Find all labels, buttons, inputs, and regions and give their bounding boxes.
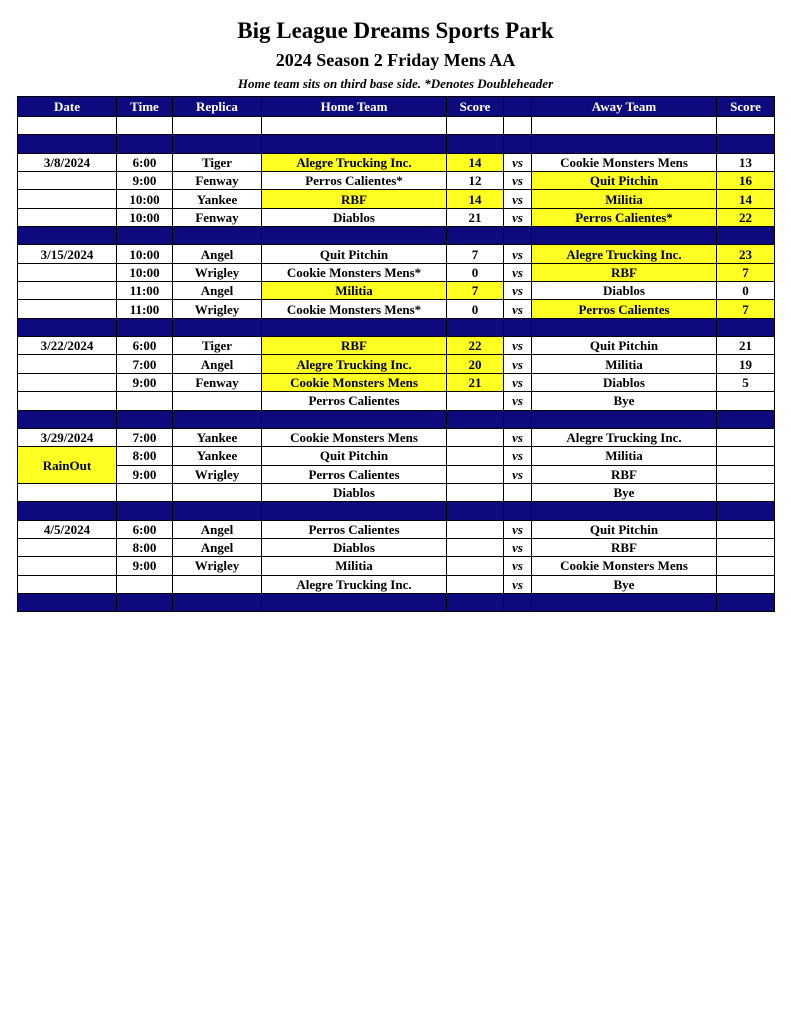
date-cell: 3/29/2024 xyxy=(18,428,117,446)
away-score-cell xyxy=(717,538,775,556)
separator-cell xyxy=(504,502,532,520)
separator-cell xyxy=(173,227,262,245)
home-score-cell xyxy=(447,520,504,538)
date-cell: 3/15/2024 xyxy=(18,245,117,263)
away-team-cell: Bye xyxy=(532,575,717,593)
separator-cell xyxy=(262,318,447,336)
separator-cell xyxy=(173,502,262,520)
col-header-home-team: Home Team xyxy=(262,97,447,117)
away-team-cell: Militia xyxy=(532,447,717,465)
away-team-cell: Bye xyxy=(532,483,717,501)
date-cell xyxy=(18,373,117,391)
table-header-row xyxy=(18,97,775,117)
replica-cell: Fenway xyxy=(173,208,262,226)
empty-cell xyxy=(717,117,775,135)
separator-cell xyxy=(18,593,117,611)
time-cell: 10:00 xyxy=(117,208,173,226)
home-team-cell: Alegre Trucking Inc. xyxy=(262,575,447,593)
home-score-cell: 21 xyxy=(447,208,504,226)
col-header-away-score: Score xyxy=(717,97,775,117)
replica-cell: Tiger xyxy=(173,337,262,355)
vs-cell: vs xyxy=(504,392,532,410)
empty-cell xyxy=(18,117,117,135)
time-cell xyxy=(117,483,173,501)
replica-cell xyxy=(173,483,262,501)
home-score-cell: 14 xyxy=(447,153,504,171)
separator-cell xyxy=(117,593,173,611)
time-cell: 10:00 xyxy=(117,263,173,281)
col-header-time: Time xyxy=(117,97,173,117)
col-header-date: Date xyxy=(18,97,117,117)
vs-cell: vs xyxy=(504,300,532,318)
date-cell xyxy=(18,483,117,501)
replica-cell: Angel xyxy=(173,245,262,263)
time-cell: 9:00 xyxy=(117,172,173,190)
table-row xyxy=(18,172,775,190)
separator-cell xyxy=(262,135,447,153)
away-team-cell: Quit Pitchin xyxy=(532,520,717,538)
table-row xyxy=(18,428,775,446)
separator-cell xyxy=(18,227,117,245)
separator-cell xyxy=(173,318,262,336)
time-cell: 9:00 xyxy=(117,465,173,483)
away-team-cell: RBF xyxy=(532,465,717,483)
away-score-cell: 23 xyxy=(717,245,775,263)
replica-cell: Angel xyxy=(173,520,262,538)
date-cell xyxy=(18,282,117,300)
home-score-cell: 0 xyxy=(447,300,504,318)
separator-cell xyxy=(717,227,775,245)
separator-cell xyxy=(117,135,173,153)
empty-cell xyxy=(173,117,262,135)
away-score-cell xyxy=(717,575,775,593)
home-team-cell: Diablos xyxy=(262,483,447,501)
separator-cell xyxy=(117,502,173,520)
home-team-cell: Militia xyxy=(262,557,447,575)
table-row xyxy=(18,483,775,501)
away-team-cell: Alegre Trucking Inc. xyxy=(532,245,717,263)
home-team-cell: Cookie Monsters Mens* xyxy=(262,263,447,281)
away-score-cell xyxy=(717,428,775,446)
separator-cell xyxy=(717,135,775,153)
date-cell xyxy=(18,263,117,281)
replica-cell: Wrigley xyxy=(173,557,262,575)
away-team-cell: Diablos xyxy=(532,282,717,300)
home-team-cell: Perros Calientes xyxy=(262,392,447,410)
vs-cell: vs xyxy=(504,373,532,391)
home-team-cell: Quit Pitchin xyxy=(262,245,447,263)
time-cell: 7:00 xyxy=(117,355,173,373)
separator-cell xyxy=(173,410,262,428)
separator-cell xyxy=(173,135,262,153)
table-row xyxy=(18,355,775,373)
away-team-cell: Cookie Monsters Mens xyxy=(532,153,717,171)
date-cell xyxy=(18,172,117,190)
vs-cell: vs xyxy=(504,153,532,171)
home-team-cell: Perros Calientes xyxy=(262,520,447,538)
time-cell: 6:00 xyxy=(117,520,173,538)
time-cell: 11:00 xyxy=(117,300,173,318)
away-score-cell: 19 xyxy=(717,355,775,373)
replica-cell: Wrigley xyxy=(173,300,262,318)
separator-cell xyxy=(447,502,504,520)
vs-cell: vs xyxy=(504,263,532,281)
separator-cell xyxy=(532,227,717,245)
week-separator xyxy=(18,135,775,153)
vs-cell: vs xyxy=(504,428,532,446)
table-row xyxy=(18,465,775,483)
away-team-cell: RBF xyxy=(532,538,717,556)
separator-cell xyxy=(717,502,775,520)
away-score-cell: 21 xyxy=(717,337,775,355)
away-score-cell: 5 xyxy=(717,373,775,391)
col-header-home-score: Score xyxy=(447,97,504,117)
separator-cell xyxy=(504,593,532,611)
separator-cell xyxy=(117,410,173,428)
replica-cell: Yankee xyxy=(173,190,262,208)
table-row xyxy=(18,153,775,171)
separator-cell xyxy=(532,593,717,611)
home-team-cell: Quit Pitchin xyxy=(262,447,447,465)
page-subtitle: 2024 Season 2 Friday Mens AA xyxy=(275,50,516,70)
table-row xyxy=(18,520,775,538)
schedule-body xyxy=(18,117,775,612)
date-cell xyxy=(18,300,117,318)
separator-cell xyxy=(18,135,117,153)
time-cell: 10:00 xyxy=(117,245,173,263)
home-team-cell: Alegre Trucking Inc. xyxy=(262,355,447,373)
replica-cell: Angel xyxy=(173,538,262,556)
time-cell: 9:00 xyxy=(117,373,173,391)
vs-cell: vs xyxy=(504,337,532,355)
replica-cell: Fenway xyxy=(173,373,262,391)
date-cell: 4/5/2024 xyxy=(18,520,117,538)
date-cell xyxy=(18,557,117,575)
time-cell: 10:00 xyxy=(117,190,173,208)
vs-cell: vs xyxy=(504,465,532,483)
vs-cell: vs xyxy=(504,557,532,575)
home-score-cell: 7 xyxy=(447,282,504,300)
away-score-cell: 22 xyxy=(717,208,775,226)
home-team-cell: Diablos xyxy=(262,208,447,226)
replica-cell: Angel xyxy=(173,282,262,300)
vs-cell: vs xyxy=(504,538,532,556)
separator-cell xyxy=(717,593,775,611)
separator-cell xyxy=(447,410,504,428)
away-team-cell: Diablos xyxy=(532,373,717,391)
separator-cell xyxy=(447,135,504,153)
home-score-cell xyxy=(447,447,504,465)
away-score-cell: 13 xyxy=(717,153,775,171)
home-score-cell xyxy=(447,428,504,446)
time-cell: 8:00 xyxy=(117,447,173,465)
table-row xyxy=(18,575,775,593)
table-row xyxy=(18,208,775,226)
date-cell xyxy=(18,575,117,593)
table-row xyxy=(18,190,775,208)
table-row xyxy=(18,538,775,556)
replica-cell xyxy=(173,392,262,410)
vs-cell: vs xyxy=(504,208,532,226)
home-score-cell xyxy=(447,483,504,501)
separator-cell xyxy=(447,227,504,245)
home-score-cell: 21 xyxy=(447,373,504,391)
away-team-cell: Quit Pitchin xyxy=(532,337,717,355)
away-score-cell: 7 xyxy=(717,300,775,318)
home-score-cell: 22 xyxy=(447,337,504,355)
away-team-cell: Militia xyxy=(532,190,717,208)
separator-cell xyxy=(504,318,532,336)
empty-cell xyxy=(447,117,504,135)
home-score-cell: 14 xyxy=(447,190,504,208)
home-team-cell: Diablos xyxy=(262,538,447,556)
vs-cell: vs xyxy=(504,172,532,190)
blank-row xyxy=(18,117,775,135)
away-team-cell: Militia xyxy=(532,355,717,373)
table-row xyxy=(18,263,775,281)
separator-cell xyxy=(117,227,173,245)
away-team-cell: Quit Pitchin xyxy=(532,172,717,190)
time-cell xyxy=(117,392,173,410)
home-team-cell: Perros Calientes* xyxy=(262,172,447,190)
separator-cell xyxy=(532,410,717,428)
separator-cell xyxy=(262,410,447,428)
table-row xyxy=(18,392,775,410)
vs-cell xyxy=(504,483,532,501)
col-header-vs xyxy=(504,97,532,117)
empty-cell xyxy=(504,117,532,135)
week-separator xyxy=(18,318,775,336)
away-team-cell: Perros Calientes xyxy=(532,300,717,318)
separator-cell xyxy=(504,410,532,428)
time-cell: 7:00 xyxy=(117,428,173,446)
date-cell xyxy=(18,392,117,410)
table-row xyxy=(18,373,775,391)
vs-cell: vs xyxy=(504,447,532,465)
separator-cell xyxy=(18,410,117,428)
replica-cell: Wrigley xyxy=(173,465,262,483)
home-score-cell xyxy=(447,538,504,556)
empty-cell xyxy=(262,117,447,135)
week-separator xyxy=(18,502,775,520)
replica-cell: Tiger xyxy=(173,153,262,171)
separator-cell xyxy=(447,318,504,336)
separator-cell xyxy=(117,318,173,336)
away-score-cell: 14 xyxy=(717,190,775,208)
away-score-cell xyxy=(717,392,775,410)
week-separator xyxy=(18,227,775,245)
home-score-cell xyxy=(447,465,504,483)
home-team-cell: RBF xyxy=(262,190,447,208)
date-cell xyxy=(18,538,117,556)
away-score-cell xyxy=(717,483,775,501)
separator-cell xyxy=(262,593,447,611)
separator-cell xyxy=(504,135,532,153)
time-cell: 11:00 xyxy=(117,282,173,300)
table-row xyxy=(18,245,775,263)
home-score-cell: 7 xyxy=(447,245,504,263)
time-cell xyxy=(117,575,173,593)
date-cell: 3/22/2024 xyxy=(18,337,117,355)
home-team-cell: Perros Calientes xyxy=(262,465,447,483)
vs-cell: vs xyxy=(504,190,532,208)
away-score-cell xyxy=(717,447,775,465)
date-cell: 3/8/2024 xyxy=(18,153,117,171)
date-cell xyxy=(18,190,117,208)
replica-cell xyxy=(173,575,262,593)
empty-cell xyxy=(532,117,717,135)
home-team-cell: Cookie Monsters Mens* xyxy=(262,300,447,318)
separator-cell xyxy=(18,318,117,336)
time-cell: 8:00 xyxy=(117,538,173,556)
time-cell: 6:00 xyxy=(117,153,173,171)
home-team-cell: RBF xyxy=(262,337,447,355)
separator-cell xyxy=(532,502,717,520)
home-team-cell: Cookie Monsters Mens xyxy=(262,373,447,391)
separator-cell xyxy=(532,135,717,153)
table-row xyxy=(18,447,775,465)
date-cell xyxy=(18,355,117,373)
page-title: Big League Dreams Sports Park xyxy=(237,18,554,43)
separator-cell xyxy=(447,593,504,611)
away-team-cell: RBF xyxy=(532,263,717,281)
away-score-cell xyxy=(717,557,775,575)
col-header-away-team: Away Team xyxy=(532,97,717,117)
replica-cell: Wrigley xyxy=(173,263,262,281)
replica-cell: Yankee xyxy=(173,428,262,446)
separator-cell xyxy=(504,227,532,245)
home-team-cell: Cookie Monsters Mens xyxy=(262,428,447,446)
away-score-cell: 7 xyxy=(717,263,775,281)
table-row xyxy=(18,557,775,575)
away-team-cell: Bye xyxy=(532,392,717,410)
date-cell xyxy=(18,208,117,226)
time-cell: 6:00 xyxy=(117,337,173,355)
separator-cell xyxy=(18,502,117,520)
vs-cell: vs xyxy=(504,520,532,538)
table-row xyxy=(18,300,775,318)
home-score-cell: 20 xyxy=(447,355,504,373)
vs-cell: vs xyxy=(504,355,532,373)
home-score-cell xyxy=(447,557,504,575)
replica-cell: Fenway xyxy=(173,172,262,190)
separator-cell xyxy=(717,318,775,336)
separator-cell xyxy=(532,318,717,336)
replica-cell: Angel xyxy=(173,355,262,373)
vs-cell: vs xyxy=(504,245,532,263)
vs-cell: vs xyxy=(504,282,532,300)
separator-cell xyxy=(262,502,447,520)
schedule-table xyxy=(17,96,775,612)
vs-cell: vs xyxy=(504,575,532,593)
home-team-cell: Alegre Trucking Inc. xyxy=(262,153,447,171)
replica-cell: Yankee xyxy=(173,447,262,465)
week-separator xyxy=(18,410,775,428)
separator-cell xyxy=(262,227,447,245)
rainout-badge: RainOut xyxy=(18,447,117,484)
home-score-cell: 0 xyxy=(447,263,504,281)
week-separator xyxy=(18,593,775,611)
page-note: Home team sits on third base side. *Denotes Doubleheader xyxy=(237,76,554,91)
home-score-cell xyxy=(447,392,504,410)
away-team-cell: Cookie Monsters Mens xyxy=(532,557,717,575)
time-cell: 9:00 xyxy=(117,557,173,575)
table-row xyxy=(18,282,775,300)
col-header-replica: Replica xyxy=(173,97,262,117)
away-team-cell: Alegre Trucking Inc. xyxy=(532,428,717,446)
home-score-cell xyxy=(447,575,504,593)
empty-cell xyxy=(117,117,173,135)
away-score-cell xyxy=(717,465,775,483)
away-team-cell: Perros Calientes* xyxy=(532,208,717,226)
away-score-cell: 0 xyxy=(717,282,775,300)
home-score-cell: 12 xyxy=(447,172,504,190)
table-row xyxy=(18,337,775,355)
away-score-cell: 16 xyxy=(717,172,775,190)
separator-cell xyxy=(173,593,262,611)
separator-cell xyxy=(717,410,775,428)
away-score-cell xyxy=(717,520,775,538)
home-team-cell: Militia xyxy=(262,282,447,300)
